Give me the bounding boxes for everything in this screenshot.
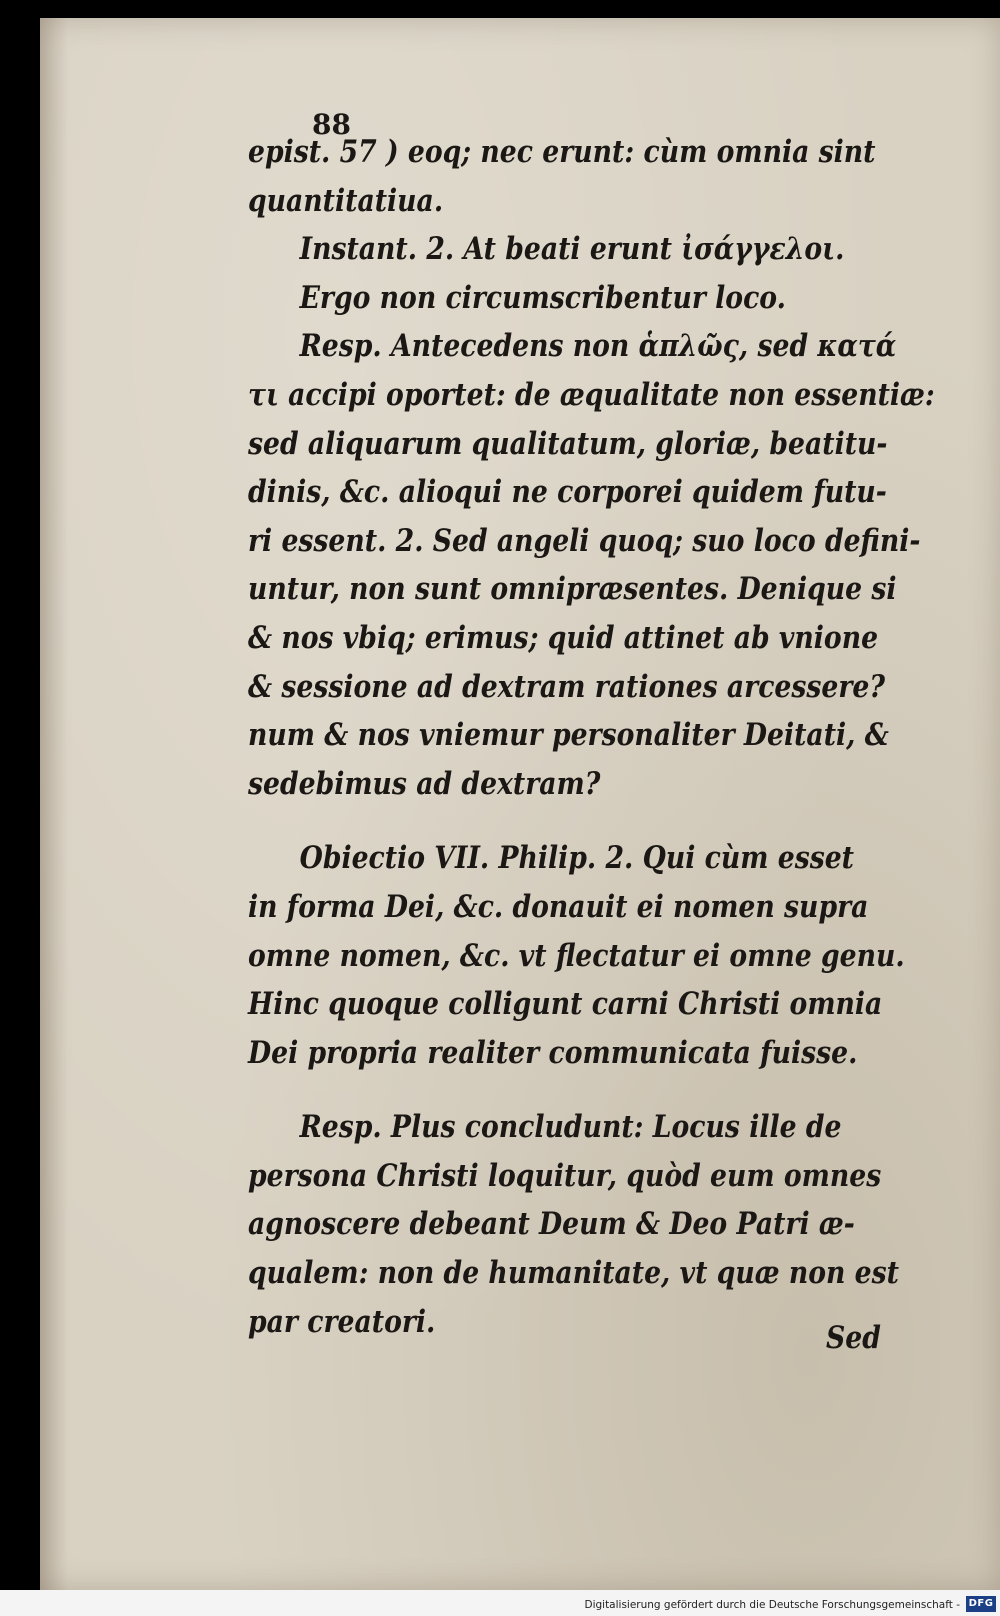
- text-line: Hinc quoque colligunt carni Christi omnia: [248, 986, 883, 1023]
- text-line: Resp. Plus concludunt: Locus ille de: [299, 1109, 842, 1146]
- text-line: τι accipi oportet: de æqualitate non essentiæ:: [248, 376, 935, 413]
- text-line: sed aliquarum qualitatum, gloriæ, beatitu-: [248, 425, 888, 462]
- paragraph-gap: [248, 808, 841, 834]
- text-line: Obiectio VII. Philip. 2. Qui cùm esset: [299, 840, 855, 877]
- text-line: epist. 57 ) eoq; nec erunt: cùm omnia sint: [248, 134, 876, 170]
- text-line: ri essent. 2. Sed angeli quoq; suo loco defini-: [248, 522, 921, 559]
- text-line: num & nos vniemur personaliter Deitati, &: [248, 717, 889, 754]
- footer-bar: [0, 1590, 1000, 1616]
- text-line: quantitatiua.: [248, 182, 444, 219]
- text-line: & nos vbiq; erimus; quid attinet ab vnione: [248, 619, 879, 656]
- text-line: qualem: non de humanitate, vt quæ non est: [248, 1255, 899, 1292]
- text-line: agnoscere debeant Deum & Deo Patri æ-: [248, 1206, 855, 1243]
- text-line: Ergo non circumscribentur loco.: [299, 279, 786, 316]
- text-line: Dei propria realiter communicata fuisse.: [248, 1034, 858, 1071]
- text-line: par creatori.: [248, 1303, 436, 1340]
- catchword: Sed: [826, 1320, 881, 1356]
- paragraph-gap: [248, 1077, 841, 1103]
- text-line: dinis, &c. alioqui ne corporei quidem futu-: [248, 474, 887, 511]
- footer-credit: Digitalisierung gefördert durch die Deutsche Forschungsgemeinschaft -: [584, 1599, 960, 1611]
- text-line: & sessione ad dextram rationes arcessere?: [248, 668, 886, 705]
- text-line: omne nomen, &c. vt flectatur ei omne genu.: [248, 937, 905, 974]
- text-line: Resp. Antecedens non ἁπλῶς, sed κατά: [299, 328, 897, 365]
- text-line: persona Christi loquitur, quòd eum omnes: [248, 1157, 882, 1194]
- text-line: in forma Dei, &c. donauit ei nomen supra: [248, 888, 869, 925]
- dfg-logo: DFG: [966, 1596, 996, 1612]
- body-text: [248, 128, 935, 1346]
- text-line: untur, non sunt omnipræsentes. Denique si: [248, 571, 897, 608]
- text-line: sedebimus ad dextram?: [248, 765, 601, 802]
- text-line: Instant. 2. At beati erunt ἰσάγγελοι.: [299, 231, 845, 268]
- page-number: 88: [312, 108, 351, 141]
